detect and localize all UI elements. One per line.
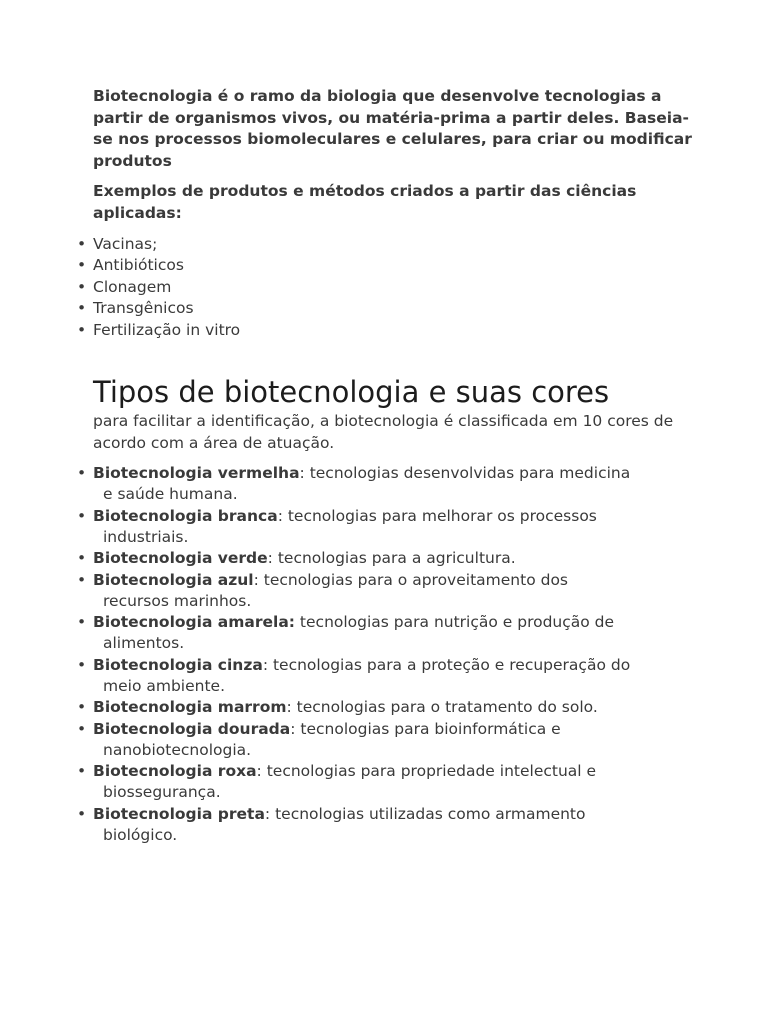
bullet-icon: • <box>77 256 87 275</box>
biotech-types-list <box>77 463 693 846</box>
bullet-icon: • <box>77 613 87 632</box>
bullet-icon: • <box>77 719 87 738</box>
list-item: • Transgênicos <box>93 298 693 319</box>
list-item: • Fertilização in vitro <box>93 320 693 341</box>
list-item: • Biotecnologia preta: tecnologias utilizadas como armamento biológico. <box>77 804 586 845</box>
bullet-icon: • <box>77 506 87 525</box>
section-title: Tipos de biotecnologia e suas cores <box>93 375 610 410</box>
type-term: Biotecnologia branca <box>93 506 278 525</box>
type-term: Biotecnologia dourada <box>93 719 291 738</box>
list-item: • Biotecnologia vermelha: tecnologias desenvolvidas para medicina e saúde humana. <box>77 464 631 504</box>
type-term: Biotecnologia vermelha <box>93 464 300 483</box>
bullet-icon: • <box>77 655 87 674</box>
section-subtitle: para facilitar a identificação, a biotecnologia é classificada em 10 cores de acordo com a área de atuação. <box>93 412 674 452</box>
bullet-icon: • <box>77 549 87 568</box>
type-term: Biotecnologia marrom <box>93 698 287 717</box>
type-term: Biotecnologia preta <box>93 804 265 823</box>
bullet-icon: • <box>77 277 87 296</box>
list-item: • Biotecnologia amarela: tecnologias para nutrição e produção de alimentos. <box>77 613 615 653</box>
type-term: Biotecnologia verde <box>93 549 268 568</box>
bullet-icon: • <box>77 299 87 318</box>
bullet-icon: • <box>77 320 87 339</box>
list-item: • Biotecnologia marrom: tecnologias para o tratamento do solo. <box>93 697 693 718</box>
list-item: • Biotecnologia azul: tecnologias para o aproveitamento dos recursos marinhos. <box>77 570 568 610</box>
bullet-icon: • <box>77 762 87 781</box>
bullet-icon: • <box>77 698 87 717</box>
examples-list <box>77 234 693 341</box>
type-term: Biotecnologia cinza <box>93 655 263 674</box>
bullet-icon: • <box>77 235 87 253</box>
document-content <box>77 86 693 846</box>
bullet-icon: • <box>77 464 87 483</box>
intro-paragraph: Biotecnologia é o ramo da biologia que desenvolve tecnologias a partir de organismos vivos, ou matéria-prima a partir deles. Baseia-se nos processos biomoleculares e celulares, para criar ou modificar produtos <box>93 87 692 170</box>
bullet-icon: • <box>77 570 87 589</box>
type-term: Biotecnologia amarela: <box>93 613 295 632</box>
list-item: • Clonagem <box>93 277 693 298</box>
list-item: • Biotecnologia branca: tecnologias para melhorar os processos industriais. <box>77 506 597 546</box>
bullet-icon: • <box>77 804 87 823</box>
type-term: Biotecnologia azul <box>93 570 254 589</box>
list-item: • Biotecnologia dourada: tecnologias para bioinformática e nanobiotecnologia. <box>77 719 561 759</box>
list-item: • Vacinas; <box>93 234 693 255</box>
examples-heading: Exemplos de produtos e métodos criados a partir das ciências aplicadas: <box>93 182 637 222</box>
list-item: • Biotecnologia verde: tecnologias para a agricultura. <box>93 548 693 569</box>
list-item: • Biotecnologia cinza: tecnologias para a proteção e recuperação do meio ambiente. <box>77 655 631 695</box>
list-item: • Antibióticos <box>93 255 693 276</box>
type-term: Biotecnologia roxa <box>93 762 257 781</box>
list-item: • Biotecnologia roxa: tecnologias para propriedade intelectual e biossegurança. <box>77 762 597 802</box>
